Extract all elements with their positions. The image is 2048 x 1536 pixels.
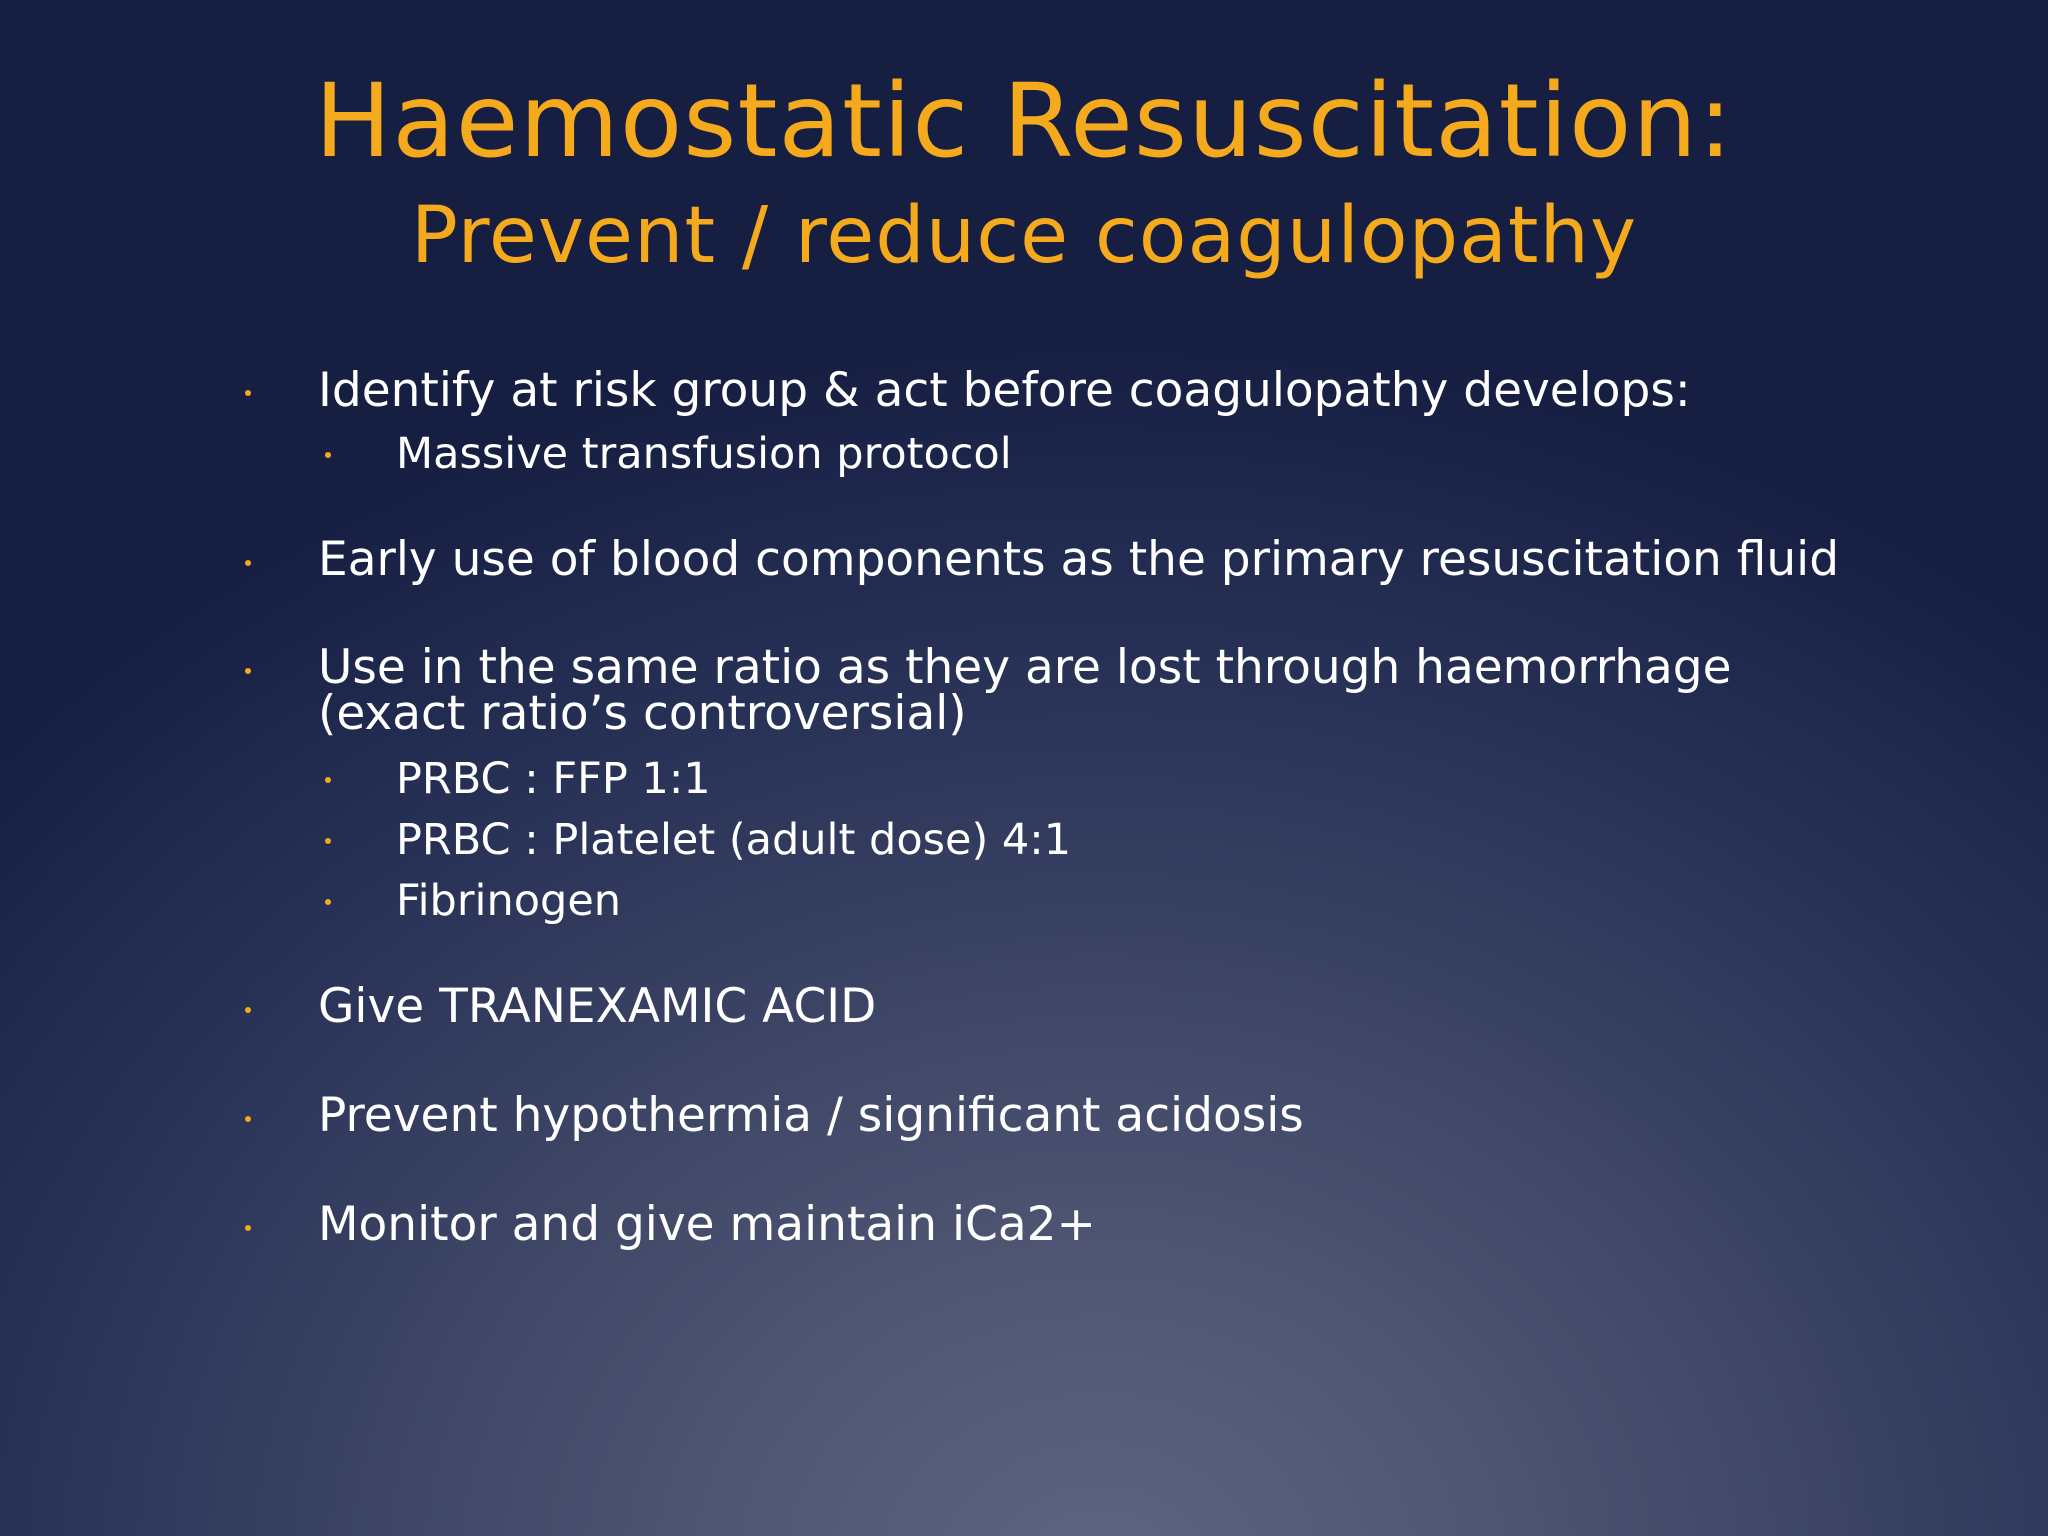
sub-bullet-item: PRBC : Platelet (adult dose) 4:1 — [396, 815, 1072, 865]
bullet-item: Identify at risk group & act before coagulopathy develops: — [318, 363, 1691, 418]
bullet-marker — [245, 1007, 251, 1013]
bullet-item: Early use of blood components as the primary resuscitation fluid — [318, 532, 1840, 587]
bullet-item-multiline — [318, 640, 1732, 741]
bullet-marker — [245, 668, 251, 674]
bullet-marker — [245, 560, 251, 566]
bullet-item: Give TRANEXAMIC ACID — [318, 979, 877, 1034]
sub-bullet-item: Fibrinogen — [396, 876, 622, 926]
sub-bullet-item: Massive transfusion protocol — [396, 429, 1012, 479]
bullet-item-line: Use in the same ratio as they are lost through haemorrhage — [318, 640, 1732, 695]
bullet-marker — [245, 390, 251, 396]
sub-bullet-marker — [325, 777, 331, 783]
slide-subtitle: Prevent / reduce coagulopathy — [410, 191, 1638, 281]
sub-bullet-marker — [325, 452, 331, 458]
bullet-item: Prevent hypothermia / significant acidosis — [318, 1088, 1304, 1143]
sub-bullet-item: PRBC : FFP 1:1 — [396, 754, 711, 804]
sub-bullet-marker — [325, 838, 331, 844]
bullet-marker — [245, 1225, 251, 1231]
slide-title: Haemostatic Resuscitation: — [314, 62, 1734, 181]
bullet-item: Monitor and give maintain iCa2+ — [318, 1197, 1096, 1252]
bullet-item-line: (exact ratio’s controversial) — [318, 686, 967, 741]
sub-bullet-marker — [325, 899, 331, 905]
bullet-marker — [245, 1116, 251, 1122]
